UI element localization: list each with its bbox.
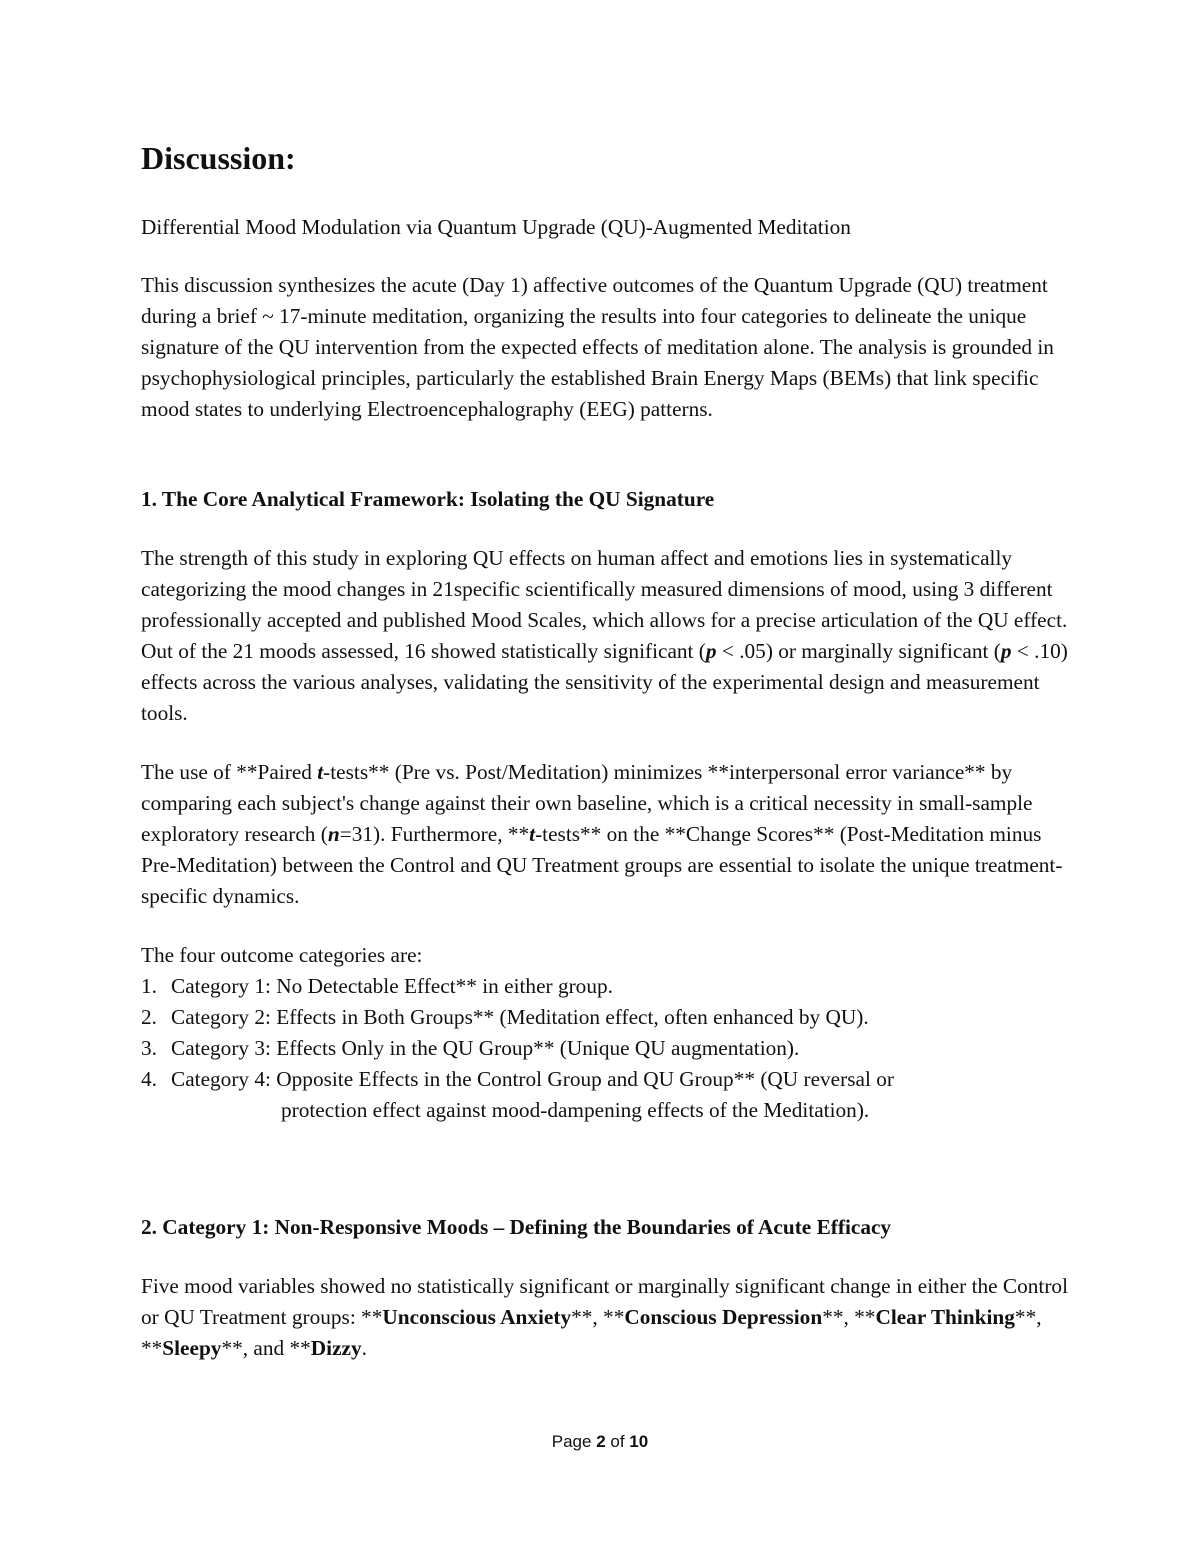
section-2-heading: 2. Category 1: Non-Responsive Moods – Defining the Boundaries of Acute Efficacy <box>141 1215 892 1239</box>
t-symbol: t <box>529 822 536 846</box>
mood-name: Conscious Depression <box>624 1305 823 1329</box>
mood-name: Unconscious Anxiety <box>382 1305 572 1329</box>
categories-list <box>141 971 1071 1126</box>
intro-paragraph: This discussion synthesizes the acute (Day 1) affective outcomes of the Quantum Upgrade (QU) treatment during a brief ~ 17-minute meditation, organizing the results into four categories to delineate the unique signature of the QU intervention from the expected effects of meditation alone. The analysis is grounded in psychophysiological principles, particularly the established Brain Energy Maps (BEMs) that link specific mood states to underlying Electroencephalography (EEG) patterns. <box>141 273 1054 421</box>
category-item: 2. Category 2: Effects in Both Groups** (Meditation effect, often enhanced by QU). <box>141 1005 869 1029</box>
framework-paragraph: The strength of this study in exploring QU effects on human affect and emotions lies in systematically categorizing the mood changes in 21specific scientifically measured dimensions of mood, using 3 different professionally accepted and published Mood Scales, which allows for a precise articulation of the QU effect. Out of the 21 moods assessed, 16 showed statistically significant (p < .05) or marginally significant (p < .10) effects across the various analyses, validating the sensitivity of the experimental design and measurement tools. <box>141 546 1068 725</box>
mood-name: Dizzy <box>310 1336 362 1360</box>
subtitle: Differential Mood Modulation via Quantum Upgrade (QU)-Augmented Meditation <box>141 215 851 239</box>
methods-paragraph: The use of **Paired t-tests** (Pre vs. Post/Meditation) minimizes **interpersonal error variance** by comparing each subject's change against their own baseline, which is a critical necessity in small-sample exploratory research (n=31). Furthermore, **t-tests** on the **Change Scores** (Post-Meditation minus Pre-Meditation) between the Control and QU Treatment groups are essential to isolate the unique treatment-specific dynamics. <box>141 760 1063 908</box>
page-heading: Discussion: <box>141 140 296 176</box>
page-footer: Page 2 of 10 <box>551 1432 649 1451</box>
category-item: 3. Category 3: Effects Only in the QU Group** (Unique QU augmentation). <box>141 1036 800 1060</box>
n-symbol: n <box>327 822 340 846</box>
category-item: 4. Category 4: Opposite Effects in the Control Group and QU Group** (QU reversal or <box>141 1067 894 1091</box>
categories-block <box>141 940 1071 1126</box>
mood-name: Sleepy <box>162 1336 222 1360</box>
category-item-continuation: protection effect against mood-dampening effects of the Meditation). <box>281 1098 870 1122</box>
current-page-number: 2 <box>596 1432 606 1451</box>
t-symbol: t <box>317 760 324 784</box>
categories-intro: The four outcome categories are: <box>141 943 423 967</box>
non-responsive-paragraph: Five mood variables showed no statistically significant or marginally significant change in either the Control or QU Treatment groups: **Unconscious Anxiety**, **Conscious Depression**, **Clear Thinking**, **Sleepy**, and **Dizzy. <box>141 1274 1068 1360</box>
category-item: 1. Category 1: No Detectable Effect** in either group. <box>141 974 613 998</box>
p-symbol: p <box>1000 639 1012 663</box>
p-symbol: p <box>705 639 717 663</box>
mood-name: Clear Thinking <box>875 1305 1015 1329</box>
total-page-count: 10 <box>629 1432 649 1451</box>
section-1-heading: 1. The Core Analytical Framework: Isolating the QU Signature <box>141 487 715 511</box>
